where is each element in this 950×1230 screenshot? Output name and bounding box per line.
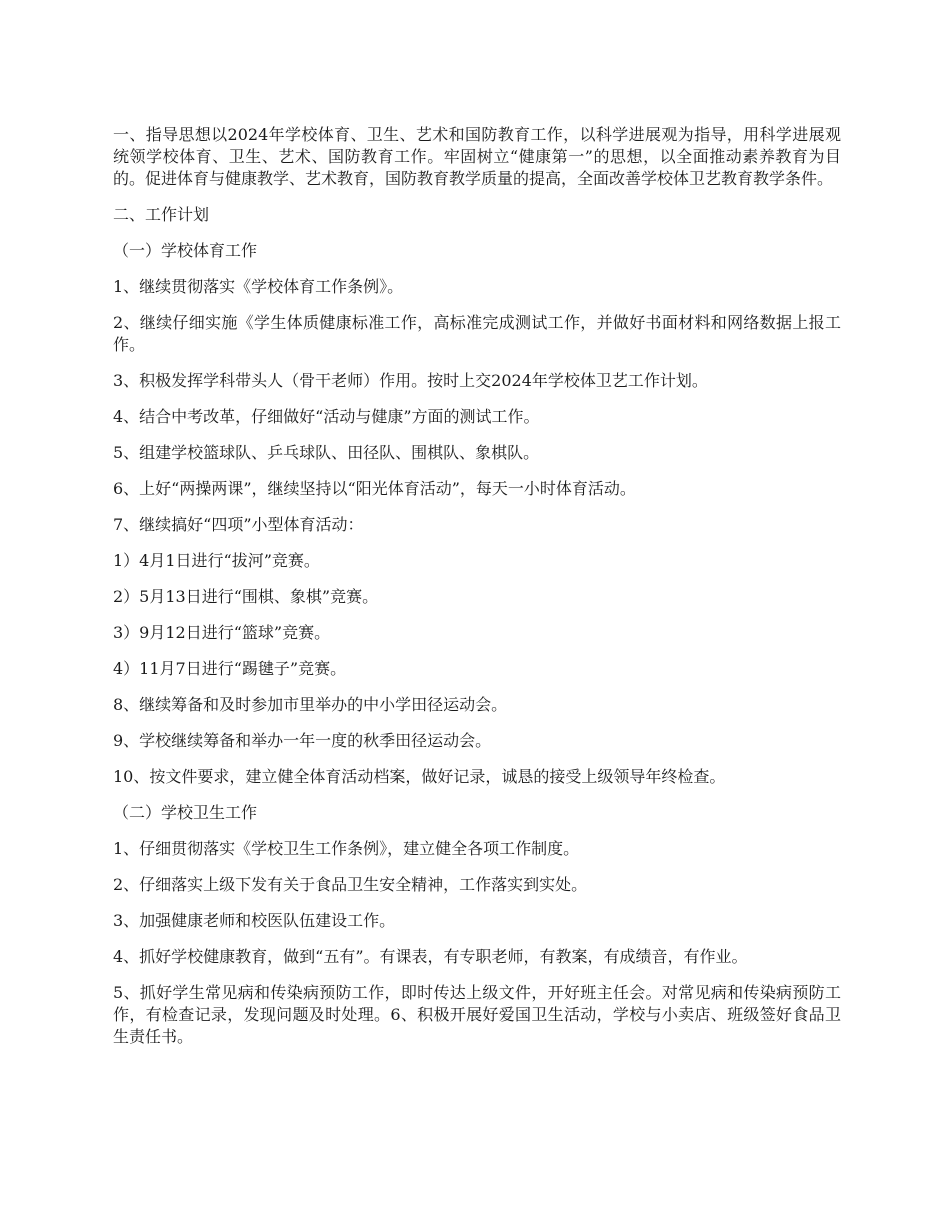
list-item: 8、继续筹备和及时参加市里举办的中小学田径运动会。 (113, 695, 508, 714)
list-item: 3、积极发挥学科带头人（骨干老师）作用。按时上交2024年学校体卫艺工作计划。 (113, 371, 708, 390)
sub-list-item: 4）11月7日进行“踢毽子”竞赛。 (113, 659, 347, 678)
list-item: 5、组建学校篮球队、乒乓球队、田径队、围棋队、象棋队。 (113, 443, 540, 462)
list-item: 10、按文件要求，建立健全体育活动档案，做好记录，诚恳的接受上级领导年终检查。 (113, 767, 726, 786)
list-item: 1、继续贯彻落实《学校体育工作条例》。 (113, 277, 404, 296)
sub-list-item: 2）5月13日进行“围棋、象棋”竞赛。 (113, 587, 379, 606)
list-item: 6、上好“两操两课”，继续坚持以“阳光体育活动”，每天一小时体育活动。 (113, 479, 636, 498)
subsection-heading-health-work: （二）学校卫生工作 (113, 803, 258, 822)
list-item: 7、继续搞好“四项”小型体育活动： (113, 515, 364, 534)
section-heading-work-plan: 二、工作计划 (113, 205, 210, 224)
list-item: 2、仔细落实上级下发有关于食品卫生安全精神，工作落实到实处。 (113, 875, 588, 894)
subsection-heading-pe-work: （一）学校体育工作 (113, 241, 258, 260)
document-body (113, 124, 841, 1062)
list-item: 5、抓好学生常见病和传染病预防工作，即时传达上级文件，开好班主任会。对常见病和传染病预防工作，有检查记录，发现问题及时处理。6、积极开展好爱国卫生活动，学校与小卖店、班级签好食品卫生责任书。 (113, 983, 841, 1046)
list-item: 9、学校继续筹备和举办一年一度的秋季田径运动会。 (113, 731, 492, 750)
list-item: 2、继续仔细实施《学生体质健康标准工作，高标准完成测试工作，并做好书面材料和网络数据上报工作。 (113, 313, 841, 354)
sub-list-item: 1）4月1日进行“拔河”竞赛。 (113, 551, 320, 570)
list-item: 3、加强健康老师和校医队伍建设工作。 (113, 911, 396, 930)
guiding-ideology-paragraph: 一、指导思想以2024年学校体育、卫生、艺术和国防教育工作，以科学进展观为指导，用科学进展观统领学校体育、卫生、艺术、国防教育工作。牢固树立“健康第一”的思想，以全面推动素养教育为目的。促进体育与健康教学、艺术教育，国防教育教学质量的提高，全面改善学校体卫艺教育教学条件。 (113, 125, 841, 188)
list-item: 4、结合中考改革，仔细做好“活动与健康”方面的测试工作。 (113, 407, 540, 426)
list-item: 4、抓好学校健康教育，做到“五有”。有课表，有专职老师，有教案，有成绩音，有作业。 (113, 947, 748, 966)
sub-list-item: 3）9月12日进行“篮球”竞赛。 (113, 623, 331, 642)
list-item: 1、仔细贯彻落实《学校卫生工作条例》，建立健全各项工作制度。 (113, 839, 580, 858)
